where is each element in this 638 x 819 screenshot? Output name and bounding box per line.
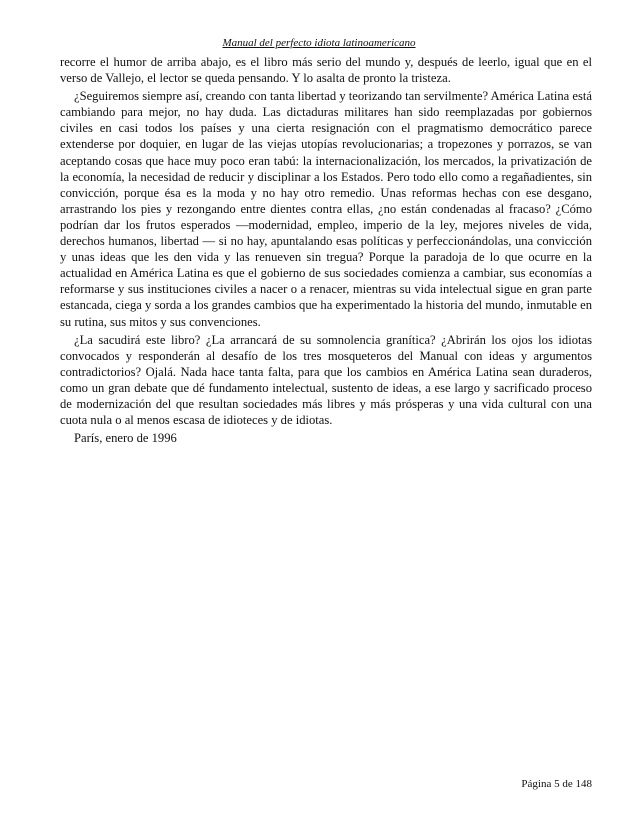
paragraph-sacudira: ¿La sacudirá este libro? ¿La arrancará de su somnolencia granítica? ¿Abrirán los ojos los idiotas convocados y responderán al desafío de los tres mosqueteros del Manual con ideas y argumentos contradictorios? Ojalá. Nada hace tanta falta, para que los cambios en América Latina sean duraderos, como un gran debate que dé fundamento intelectual, sustento de ideas, a ese largo y sacrificado proceso de modernización del que resultan sociedades más libres y más prósperas y una vida cultural con una cuota nula o al menos escasa de idioteces y de idiotas. bbox=[60, 332, 592, 428]
body-text bbox=[60, 54, 592, 446]
paragraph-continuation: recorre el humor de arriba abajo, es el libro más serio del mundo y, después de leerlo, igual que en el verso de Vallejo, el lector se queda pensando. Y lo asalta de pronto la tristeza. bbox=[60, 55, 592, 86]
page-number: Página 5 de 148 bbox=[521, 778, 592, 790]
paragraph-seguiremos: ¿Seguiremos siempre así, creando con tanta libertad y teorizando tan servilmente? América Latina está cambiando para mejor, no hay duda. Las dictaduras militares han sido reemplazadas por gobiernos civiles en casi todos los países y una cierta resignación con el pragmatismo democrático parece extenderse por doquier, en lugar de las viejas utopías revolucionarias; a tropezones y porrazos, se van aceptando cosas que hace muy poco eran tabú: la internacionalización, los mercados, la privatización de la economía, la necesidad de reducir y disciplinar a los Estados. Pero todo ello como a regañadientes, sin convicción, porque ésa es la moda y no hay otro remedio. Unas reformas hechas con ese desgano, arrastrando los pies y rezongando entre dientes contra ellas, ¿no están condenadas al fracaso? ¿Cómo podrían dar los frutos esperados —modernidad, empleo, imperio de la ley, mejores niveles de vida, derechos humanos, libertad — si no hay, apuntalando esas políticas y perfeccionándolas, una convicción y unas ideas que les den vida y las renueven sin tregua? Porque la paradoja de lo que ocurre en la actualidad en América Latina es que el gobierno de sus sociedades comienza a cambiar, sus economías a reformarse y sus instituciones civiles a nacer o a renacer, mientras su vida intelectual sigue en gran parte estancada, ciega y sorda a los grandes cambios que ha experimentado la historia del mundo, inmutable en su rutina, sus mitos y sus convenciones. bbox=[60, 89, 592, 329]
signoff-place-date: París, enero de 1996 bbox=[74, 431, 177, 446]
running-header: Manual del perfecto idiota latinoamericano bbox=[222, 37, 416, 49]
